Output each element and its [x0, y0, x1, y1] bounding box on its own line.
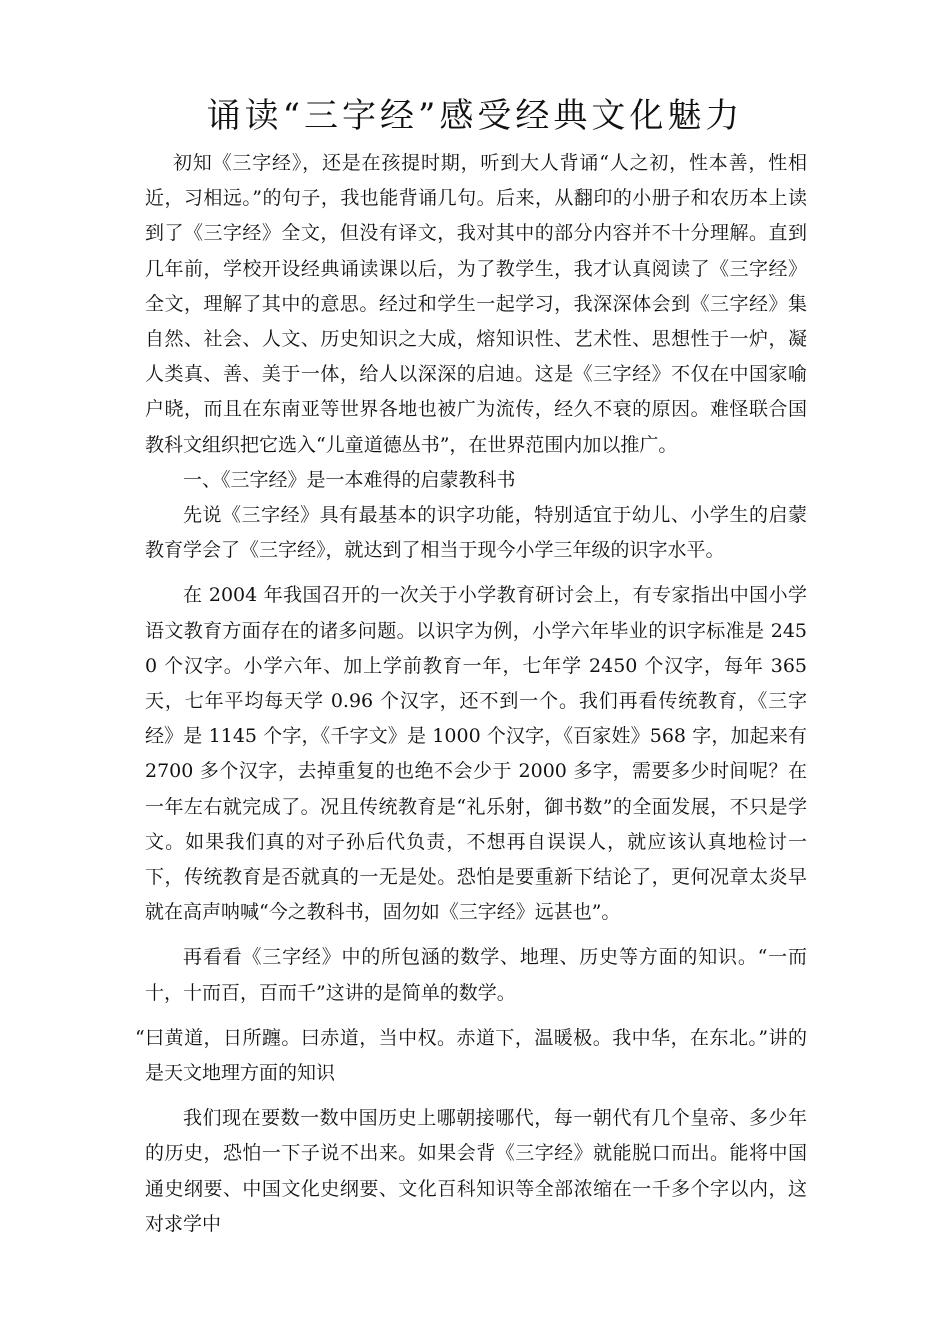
section-heading-1: 一、《三字经》是一本难得的启蒙教科书: [183, 468, 516, 491]
paragraph-literacy: 先说《三字经》具有最基本的识字功能，特别适宜于幼儿、小学生的启蒙教育学会了《三字经》，就达到了相当于现今小学三年级的识字水平。: [145, 504, 807, 562]
paragraph-math: 再看看《三字经》中的所包涵的数学、地理、历史等方面的知识。“一而十，十而百，百而千”这讲的是简单的数学。: [145, 946, 807, 1004]
paragraph-education-stats: 在 2004 年我国召开的一次关于小学教育研讨会上，有专家指出中国小学语文教育方面存在的诸多问题。以识字为例，小学六年毕业的识字标准是 2450 个汉字。小学六年、加上学前教育一年，七年学 2450 个汉字，每年 365 天，七年平均每天学 0.96 个汉字，还不到一个。我们再看传统教育，《三字经》是 1145 个字，《千字文》是 1000 个汉字，《百家姓》568 字，加起来有 2700 多个汉字，去掉重复的也绝不会少于 2000 多字，需要多少时间呢？在一年左右就完成了。况且传统教育是“礼乐射，御书数”的全面发展，不只是学文。如果我们真的对子孙后代负责，不想再自误误人，就应该认真地检讨一下，传统教育是否就真的一无是处。恐怕是要重新下结论了，更何况章太炎早就在高声呐喊“今之教科书，固勿如《三字经》远甚也”。: [145, 584, 807, 924]
paragraph-history: 我们现在要数一数中国历史上哪朝接哪代，每一朝代有几个皇帝、多少年的历史，恐怕一下子说不出来。如果会背《三字经》就能脱口而出。能将中国通史纲要、中国文化史纲要、文化百科知识等全部浓缩在一千多个字以内，这对求学中: [145, 1107, 807, 1235]
paragraph-astronomy: “曰黄道，日所躔。曰赤道，当中权。赤道下，温暖极。我中华，在东北。”讲的是天文地理方面的知识: [135, 1026, 807, 1085]
paragraph-intro: 初知《三字经》，还是在孩提时期，听到大人背诵“人之初，性本善，性相近，习相远。”的句子，我也能背诵几句。后来，从翻印的小册子和农历本上读到了《三字经》全文，但没有译文，我对其中的部分内容并不十分理解。直到几年前，学校开设经典诵读课以后，为了教学生，我才认真阅读了《三字经》全文，理解了其中的意思。经过和学生一起学习，我深深体会到《三字经》集自然、社会、人文、历史知识之大成，熔知识性、艺术性、思想性于一炉，凝人类真、善、美于一体，给人以深深的启迪。这是《三字经》不仅在中国家喻户晓，而且在东南亚等世界各地也被广为流传，经久不衰的原因。难怪联合国教科文组织把它选入“儿童道德丛书”，在世界范围内加以推广。: [145, 152, 807, 456]
document-body: [135, 146, 807, 1242]
document-title: 诵读“三字经”感受经典文化魅力: [206, 96, 744, 136]
